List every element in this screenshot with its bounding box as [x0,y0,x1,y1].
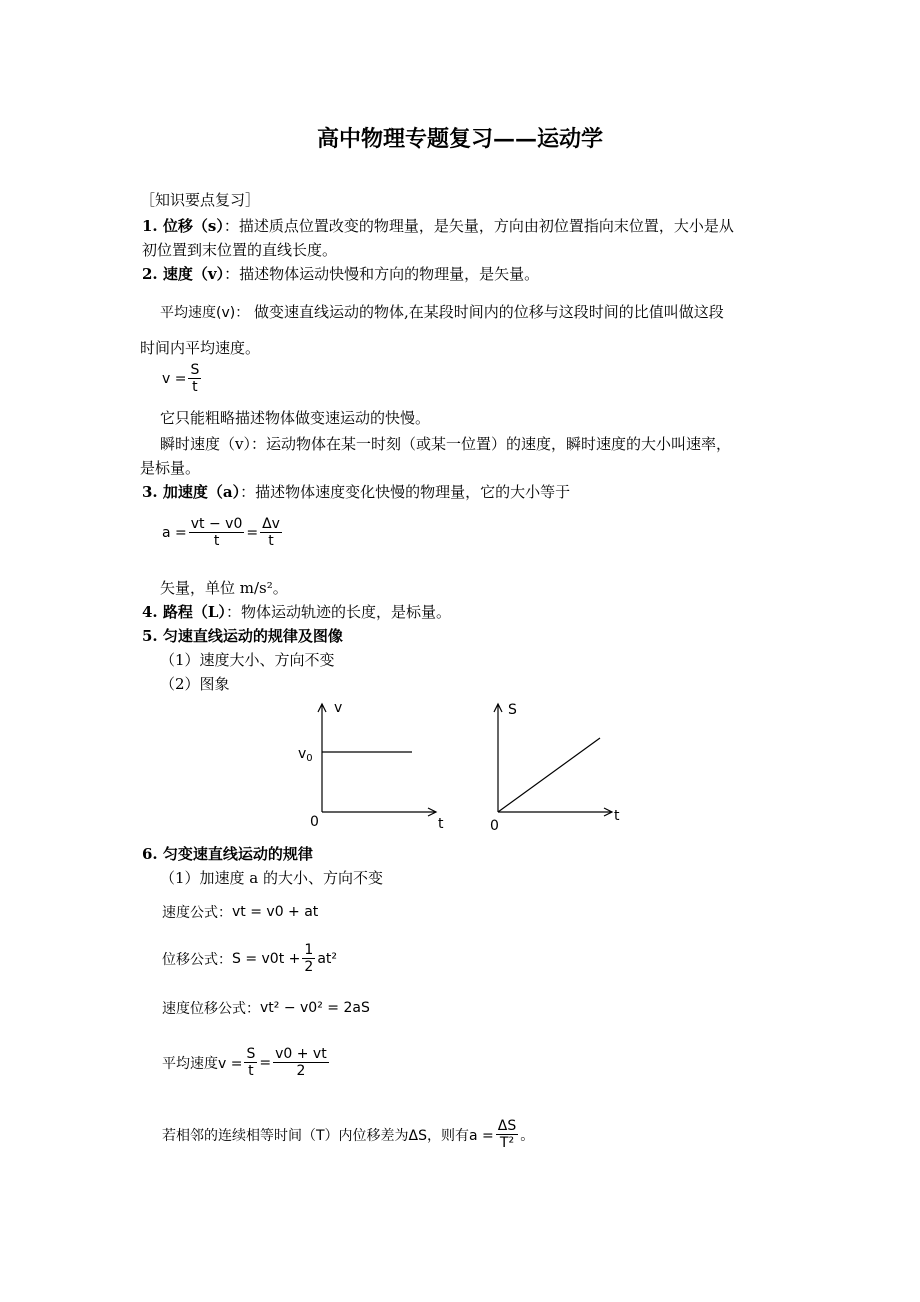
instant-velocity-def-cont: 是标量。 [140,459,201,477]
subscript: 0 [306,753,313,764]
consecutive-text: 若相邻的连续相等时间（T）内位移差为ΔS，则有a = [162,1127,494,1144]
fraction-numerator: ΔS [497,1118,517,1134]
fraction-denominator: t [192,379,198,395]
vel-disp-formula-expr: vt² − v0² = 2aS [260,1000,370,1016]
item-5-sub-1: （1）速度大小、方向不变 [160,651,335,669]
avg-velocity-fraction [188,362,201,395]
item-2-text: ：描述物体运动快慢和方向的物理量，是矢量。 [224,265,540,283]
vt-graph [290,696,450,836]
st-linear-line [498,738,600,812]
avg-velocity-2-fraction-2 [273,1046,329,1079]
st-y-label: S [508,702,517,718]
consecutive-interval-formula [162,1118,534,1151]
displacement-formula [162,942,337,975]
fraction-denominator: t [213,533,220,549]
avg-velocity-label: 平均速度(v)： [160,305,250,321]
equals-sign: = [259,1054,272,1071]
fraction-denominator: t [268,533,274,549]
page-title: 高中物理专题复习——运动学 [316,126,603,152]
vt-origin-label: 0 [310,814,319,830]
item-3 [142,482,570,502]
fraction-numerator: vt − v0 [190,516,243,532]
item-4-text: ：物体运动轨迹的长度，是标量。 [225,603,451,621]
half-fraction [302,942,315,975]
acceleration-formula-lhs: a = [162,524,187,541]
avg-velocity-text: 做变速直线运动的物体,在某段时间内的位移与这段时间的比值叫做这段 [254,303,724,321]
item-3-label: 3. 加速度（a） [142,483,241,501]
item-1 [142,216,734,236]
item-2-label: 2. 速度（v） [142,265,225,283]
fraction-denominator: 2 [304,959,314,975]
displacement-formula-label: 位移公式： [162,951,232,968]
item-1-label: 1. 位移（s） [142,217,224,235]
fraction-numerator: S [246,1046,256,1062]
vt-x-label: t [438,816,444,832]
acceleration-fraction-2 [260,516,282,549]
equals-sign: = [246,524,259,541]
item-3-text: ：描述物体速度变化快慢的物理量，它的大小等于 [240,483,571,501]
fraction-numerator: 1 [304,942,314,958]
displacement-formula-lhs: S = v0t + [232,950,301,967]
item-5-label: 5. 匀速直线运动的规律及图像 [142,627,343,645]
instant-velocity-def: 瞬时速度（v）：运动物体在某一时刻（或某一位置）的速度，瞬时速度的大小叫速率， [160,435,731,453]
velocity-displacement-formula [162,998,370,1018]
item-2 [142,264,539,284]
acceleration-formula [162,516,284,549]
vt-v0-label: $v_0$ [298,746,313,764]
velocity-formula-expr: vt = v0 + at [232,904,319,920]
fraction-denominator: 2 [296,1063,306,1079]
st-graph [470,696,630,836]
consecutive-end: 。 [520,1127,535,1144]
item-6-label: 6. 匀变速直线运动的规律 [142,845,313,863]
avg-velocity-formula-2 [162,1046,331,1079]
item-1-text: ：描述质点位置改变的物理量，是矢量，方向由初位置指向末位置，大小是从 [223,217,734,235]
item-6-sub-1: （1）加速度 a 的大小、方向不变 [160,869,384,887]
avg-velocity-2-fraction-1 [244,1046,257,1079]
item-4-label: 4. 路程（L） [142,603,226,621]
vt-y-label: v [334,700,343,716]
consecutive-fraction [496,1118,518,1151]
velocity-formula-label: 速度公式： [162,905,232,921]
avg-velocity-def [160,302,724,323]
fraction-denominator: T² [499,1135,515,1151]
avg-velocity-text-cont: 时间内平均速度。 [140,339,261,357]
avg-velocity-note: 它只能粗略描述物体做变速运动的快慢。 [160,409,431,427]
vel-disp-formula-label: 速度位移公式： [162,1001,260,1017]
section-heading: ［知识要点复习］ [140,191,261,209]
fraction-numerator: S [190,362,200,378]
item-5-sub-2: （2）图象 [160,675,230,693]
avg-velocity-2-label: 平均速度v = [162,1055,243,1072]
item-1-text-cont: 初位置到末位置的直线长度。 [142,241,338,259]
fraction-numerator: v0 + vt [275,1046,327,1062]
fraction-numerator: Δv [262,516,280,532]
acceleration-fraction-1 [189,516,245,549]
velocity-formula [162,902,318,922]
st-x-label: t [614,808,620,824]
item-4 [142,602,451,622]
avg-velocity-formula [162,362,203,395]
fraction-denominator: t [248,1063,254,1079]
acceleration-unit: 矢量，单位 m/s²。 [160,579,288,597]
st-origin-label: 0 [490,818,499,834]
avg-velocity-formula-lhs: v = [162,370,187,387]
displacement-formula-rhs: at² [317,950,337,967]
